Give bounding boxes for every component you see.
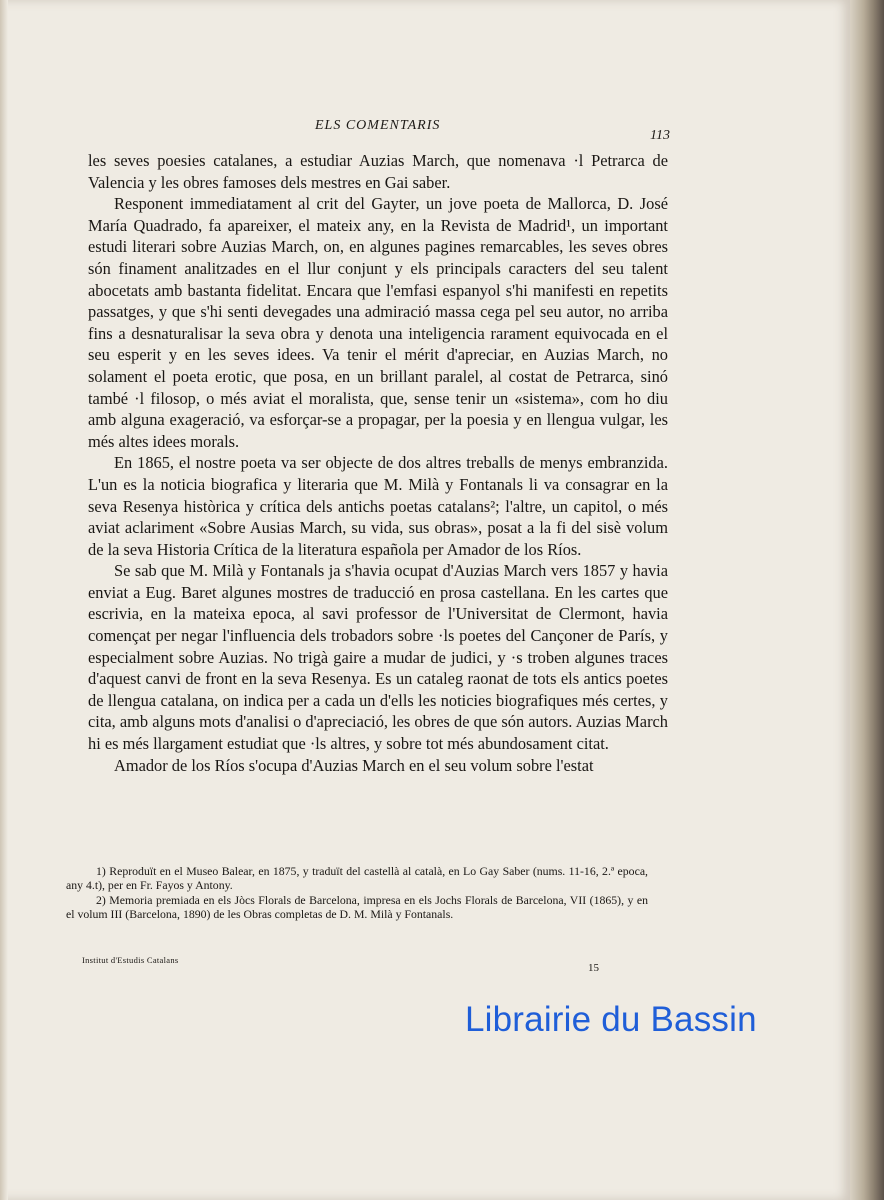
page-number: 113 <box>650 128 670 143</box>
main-text <box>88 150 668 776</box>
paragraph: Responent immediatament al crit del Gayter, un jove poeta de Mallorca, D. José María Quadrado, fa apareixer, el mateix any, en la Revista de Madrid¹, un important estudi literari sobre Auzias March, on, en algunes pagines remarcables, les seves obres són finament analitzades en el llur conjunt y els principals caracters del seu talent abocetats amb bastanta fidelitat. Encara que l'emfasi espanyol s'hi manifesti en repetits passatges, y que s'hi senti devegades una admiració massa cega pel seu autor, no arriba fins a desnaturalisar la seva obra y denota una inteligencia rarament equivocada en el seu esperit y en les seves idees. Va tenir el mérit d'apreciar, en Auzias March, no solament el poeta erotic, que posa, en un brillant paralel, al costat de Petrarca, sinó també ·l filosop, o més aviat el moralista, que, sense tenir un «sistema», com ho diu amb alguna exageració, va esforçar-se a propagar, per la poesia y en llengua vulgar, les més altes idees morals. <box>88 194 668 451</box>
signature-mark: 15 <box>588 962 599 974</box>
page-gutter <box>0 0 8 1200</box>
paragraph: En 1865, el nostre poeta va ser objecte de dos altres treballs de menys embranzida. L'un es la noticia biografica y literaria que M. Milà y Fontanals li va consagrar en la seva Resenya històrica y crítica dels antichs poetas catalans²; l'altre, un capitol, o més aviat aclariment «Sobre Ausias March, su vida, sus obras», posat a la fi del sisè volum de la seva Historia Crítica de la literatura española per Amador de los Ríos. <box>88 453 668 559</box>
page-header <box>0 118 850 143</box>
running-title: ELS COMENTARIS <box>315 118 441 133</box>
footnote: 2) Memoria premiada en els Jòcs Florals de Barcelona, impresa en els Jochs Florals de Barcelona, VII (1865), y en el volum III (Barcelona, 1890) de les Obras completas de D. M. Milà y Fontanals. <box>66 892 648 922</box>
institution-imprint: Institut d'Estudis Catalans <box>82 955 179 965</box>
paragraph: les seves poesies catalanes, a estudiar Auzias March, que nomenava ·l Petrarca de Valencia y les obres famoses dels mestres en Gai saber. <box>88 151 668 192</box>
paragraph: Amador de los Ríos s'ocupa d'Auzias March en el seu volum sobre l'estat <box>114 755 594 775</box>
footnotes <box>66 864 648 922</box>
seller-watermark: Librairie du Bassin <box>465 1000 757 1039</box>
page-edge <box>850 0 884 1200</box>
paragraph: Se sab que M. Milà y Fontanals ja s'havia ocupat d'Auzias March vers 1857 y havia enviat a Eug. Baret algunes mostres de traducció en prosa castellana. En les cartes que escrivia, en la mateixa epoca, al savi professor de l'Universitat de Clermont, havia començat per negar l'influencia dels trobadors sobre ·ls poetes del Cançoner de París, y especialment sobre Auzias. No trigà gaire a mudar de judici, y ·s troben algunes traces d'aquest canvi de front en la seva Resenya. Es un cataleg raonat de tots els antics poetes de llengua catalana, on indica per a cada un d'ells les noticies biografiques més certes, y cita, amb alguns mots d'analisi o d'apreciació, les obres de que són autors. Auzias March hi es més llargament estudiat que ·ls altres, y sobre tot més abundosament citat. <box>88 561 668 754</box>
footnote: 1) Reproduït en el Museo Balear, en 1875, y traduït del castellà al català, en Lo Gay Saber (nums. 11-16, 2.ª epoca, any 4.t), per en Fr. Fayos y Antony. <box>66 864 648 893</box>
